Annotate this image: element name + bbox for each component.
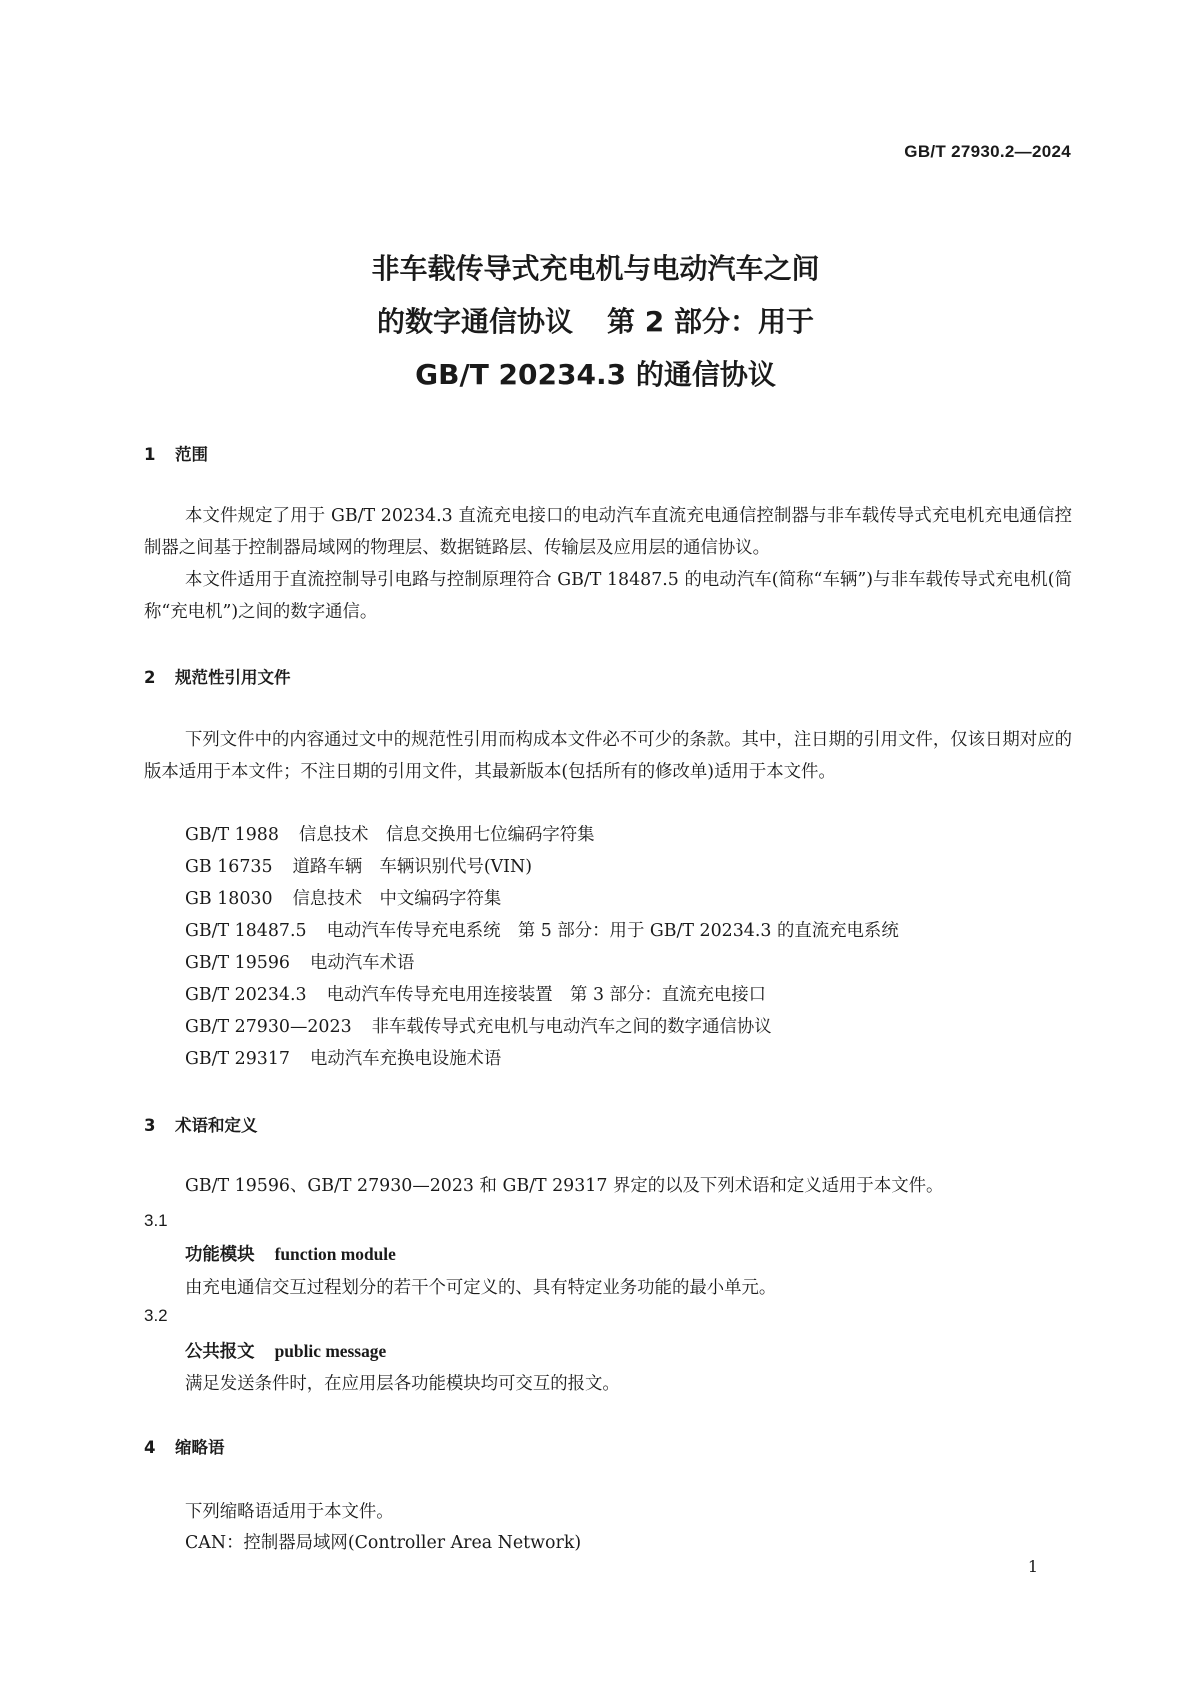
standard-code: GB/T 27930.2—2024 <box>904 142 1071 161</box>
section-heading-normative-references <box>144 664 291 688</box>
reference-code: GB/T 29317 <box>185 1049 290 1069</box>
reference-item <box>185 819 899 851</box>
term-heading <box>185 1337 386 1362</box>
reference-code: GB 18030 <box>185 889 273 909</box>
term-name-en: function module <box>274 1244 396 1264</box>
title-line-2 <box>0 295 1191 348</box>
section-number: 4 <box>144 1438 156 1457</box>
term-definition: 满足发送条件时，在应用层各功能模块均可交互的报文。 <box>185 1374 620 1394</box>
title-line-3: GB/T 20234.3 的通信协议 <box>415 358 776 391</box>
term-definition: 由充电通信交互过程划分的若干个可定义的、具有特定业务功能的最小单元。 <box>185 1278 777 1298</box>
section-number: 2 <box>144 668 156 687</box>
term-number: 3.1 <box>144 1211 168 1230</box>
abbreviations-intro: 下列缩略语适用于本文件。 <box>185 1502 394 1522</box>
reference-code: GB/T 18487.5 <box>185 921 307 941</box>
title-line-2-part-1: 的数字通信协议 <box>377 305 574 338</box>
term-name-en: public message <box>274 1341 387 1361</box>
term-name-zh: 公共报文 <box>185 1342 255 1362</box>
reference-title: 非车载传导式充电机与电动汽车之间的数字通信协议 <box>371 1017 772 1037</box>
reference-code: GB/T 27930—2023 <box>185 1017 352 1037</box>
reference-code: GB 16735 <box>185 857 273 877</box>
reference-title: 电动汽车传导充电用连接装置 第 3 部分：直流充电接口 <box>326 985 767 1005</box>
reference-title: 信息技术 信息交换用七位编码字符集 <box>298 825 595 845</box>
title-line-1: 非车载传导式充电机与电动汽车之间 <box>371 252 820 285</box>
reference-item <box>185 851 899 883</box>
page-number: 1 <box>1027 1557 1038 1576</box>
scope-paragraph-2: 本文件适用于直流控制导引电路与控制原理符合 GB/T 18487.5 的电动汽车(简称“车辆”)与非车载传导式充电机(简称“充电机”)之间的数字通信。 <box>144 570 1072 622</box>
reference-item <box>185 979 899 1011</box>
reference-title: 电动汽车术语 <box>309 953 415 973</box>
section-title: 规范性引用文件 <box>175 668 291 687</box>
reference-item <box>185 915 899 947</box>
references-intro: 下列文件中的内容通过文中的规范性引用而构成本文件必不可少的条款。其中，注日期的引用文件，仅该日期对应的版本适用于本文件；不注日期的引用文件，其最新版本(包括所有的修改单)适用于本文件。 <box>144 730 1072 782</box>
section-number: 1 <box>144 445 156 464</box>
reference-code: GB/T 19596 <box>185 953 290 973</box>
scope-paragraph-1: 本文件规定了用于 GB/T 20234.3 直流充电接口的电动汽车直流充电通信控制器与非车载传导式充电机充电通信控制器之间基于控制器局域网的物理层、数据链路层、传输层及应用层的通信协议。 <box>144 506 1072 558</box>
reference-title: 道路车辆 车辆识别代号(VIN) <box>292 857 533 877</box>
section-heading-abbreviations <box>144 1434 225 1458</box>
reference-title: 信息技术 中文编码字符集 <box>292 889 502 909</box>
reference-title: 电动汽车传导充电系统 第 5 部分：用于 GB/T 20234.3 的直流充电系统 <box>326 921 899 941</box>
reference-code: GB/T 20234.3 <box>185 985 307 1005</box>
term-name-zh: 功能模块 <box>185 1245 255 1265</box>
section-title: 术语和定义 <box>175 1116 258 1135</box>
term-heading <box>185 1240 396 1265</box>
document-title <box>0 242 1191 401</box>
section-title: 缩略语 <box>175 1438 225 1457</box>
reference-item <box>185 947 899 979</box>
reference-item <box>185 1011 899 1043</box>
section-number: 3 <box>144 1116 156 1135</box>
section-title: 范围 <box>175 445 208 464</box>
reference-item <box>185 1043 899 1075</box>
reference-title: 电动汽车充换电设施术语 <box>309 1049 502 1069</box>
section-heading-terms <box>144 1112 258 1136</box>
title-line-2-part-2: 第 2 部分：用于 <box>607 305 814 338</box>
reference-code: GB/T 1988 <box>185 825 279 845</box>
reference-list <box>185 819 899 1075</box>
term-number: 3.2 <box>144 1306 168 1325</box>
reference-item <box>185 883 899 915</box>
abbreviation-item: CAN：控制器局域网(Controller Area Network) <box>185 1533 582 1553</box>
terms-intro: GB/T 19596、GB/T 27930—2023 和 GB/T 29317 界定的以及下列术语和定义适用于本文件。 <box>185 1176 944 1196</box>
section-heading-scope <box>144 441 208 465</box>
